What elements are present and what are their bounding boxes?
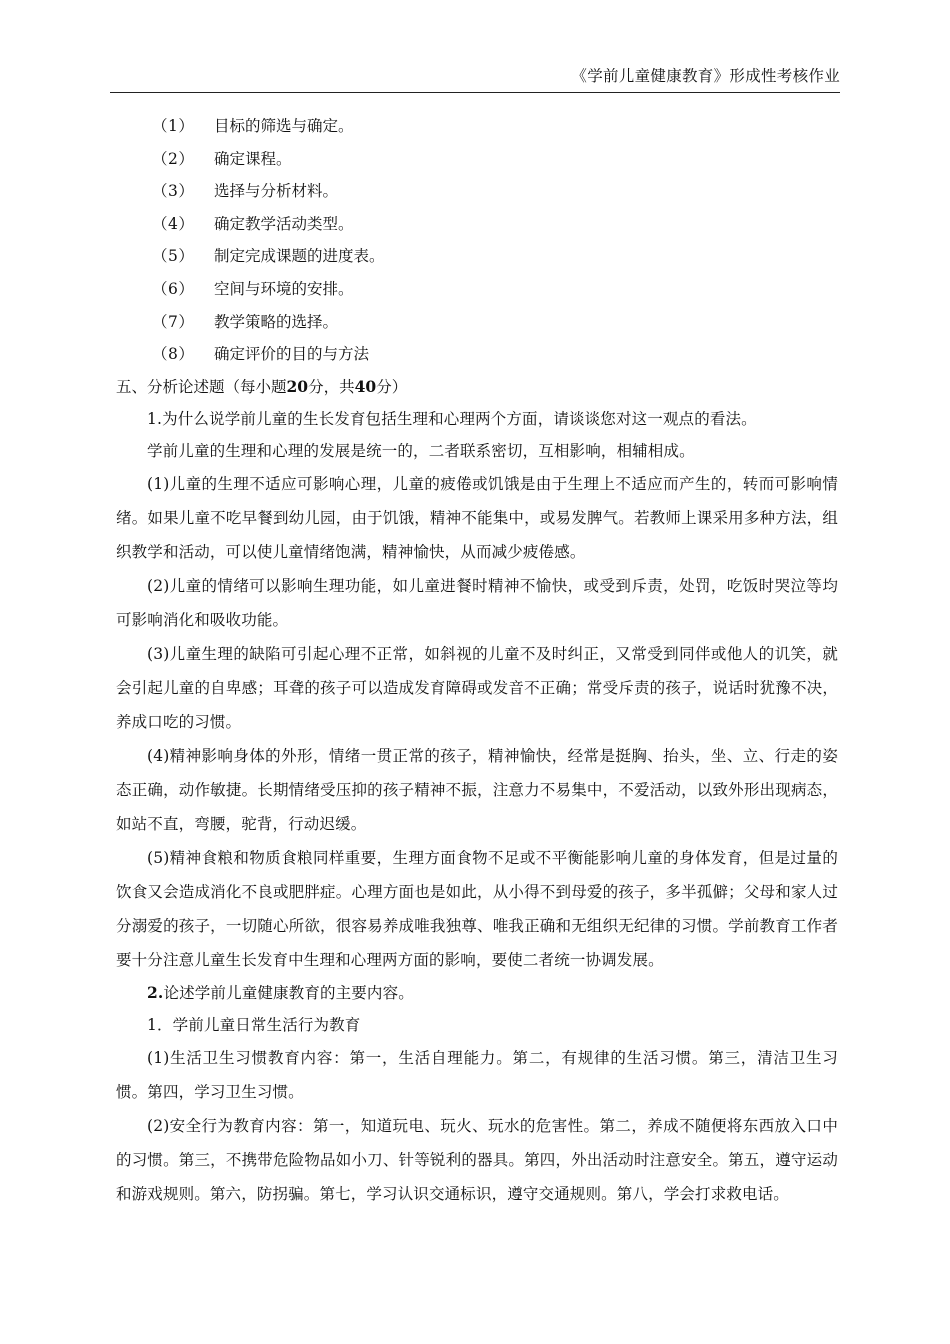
section-title xyxy=(116,371,838,404)
step-number: （5） xyxy=(152,247,195,266)
step-number: （4） xyxy=(152,214,195,233)
document-body xyxy=(116,110,838,1211)
step-text: 确定课程。 xyxy=(214,149,292,168)
step-number: （1） xyxy=(152,117,195,135)
step-number: （8） xyxy=(152,345,195,364)
step-number: （6） xyxy=(152,279,195,298)
list-item xyxy=(116,240,838,273)
list-item xyxy=(116,208,838,241)
step-number: （2） xyxy=(152,149,195,168)
answer-paragraph: (4)精神影响身体的外形，情绪一贯正常的孩子，精神愉快，经常是挺胸、抬头，坐、立、行走的姿态正确，动作敏捷。长期情绪受压抑的孩子精神不振，注意力不易集中，不爱活动，以致外形出现病态，如站不直，弯腰，驼背，行动迟缓。 xyxy=(116,747,838,834)
step-number: （7） xyxy=(152,312,195,331)
answer-paragraph: (1)儿童的生理不适应可影响心理，儿童的疲倦或饥饿是由于生理上不适应而产生的，转而可影响情绪。如果儿童不吃早餐到幼儿园，由于饥饿，精神不能集中，或易发脾气。若教师上课采用多种方法，组织教学和活动，可以使儿童情绪饱满，精神愉快，从而减少疲倦感。 xyxy=(116,475,838,562)
step-text: 制定完成课题的进度表。 xyxy=(214,247,385,266)
answer-intro: 学前儿童的生理和心理的发展是统一的，二者联系密切，互相影响，相辅相成。 xyxy=(147,442,695,461)
answer-paragraph: (2)儿童的情绪可以影响生理功能，如儿童进餐时精神不愉快，或受到斥责，处罚，吃饭时哭泣等均可影响消化和吸收功能。 xyxy=(116,577,838,630)
step-text: 选择与分析材料。 xyxy=(214,182,339,201)
section-title-part: 五、分析论述题（每小题 xyxy=(116,377,287,396)
list-item xyxy=(116,175,838,208)
score-total: 40 xyxy=(354,376,377,396)
list-item xyxy=(116,306,838,339)
header-rule xyxy=(110,92,840,93)
step-list xyxy=(116,110,838,371)
section-title-part: 分，共 xyxy=(308,377,355,396)
sub-heading: 1．学前儿童日常生活行为教育 xyxy=(147,1016,361,1035)
score-each: 20 xyxy=(286,376,309,396)
list-item xyxy=(116,143,838,176)
answer-paragraph: (5)精神食粮和物质食粮同样重要，生理方面食物不足或不平衡能影响儿童的身体发育，但是过量的饮食又会造成消化不良或肥胖症。心理方面也是如此，从小得不到母爱的孩子，多半孤僻；父母和家人过分溺爱的孩子，一切随心所欲，很容易养成唯我独尊、唯我正确和无组织无纪律的习惯。学前教育工作者要十分注意儿童生长发育中生理和心理两方面的影响，要使二者统一协调发展。 xyxy=(116,849,838,970)
list-item xyxy=(116,338,838,371)
question-2 xyxy=(116,977,838,1009)
step-text: 目标的筛选与确定。 xyxy=(214,117,354,135)
answer-paragraph: (2)安全行为教育内容：第一，知道玩电、玩火、玩水的危害性。第二，养成不随便将东西放入口中的习惯。第三，不携带危险物品如小刀、针等锐利的器具。第四，外出活动时注意安全。第五，遵守运动和游戏规则。第六，防拐骗。第七，学习认识交通标识，遵守交通规则。第八，学会打求救电话。 xyxy=(116,1117,838,1204)
section-title-part: 分） xyxy=(376,377,408,396)
question-text: 论述学前儿童健康教育的主要内容。 xyxy=(163,984,414,1003)
question-number: 2. xyxy=(147,983,164,1003)
step-text: 教学策略的选择。 xyxy=(214,312,339,331)
step-text: 空间与环境的安排。 xyxy=(214,279,354,298)
page-header: 《学前儿童健康教育》形成性考核作业 xyxy=(571,67,840,85)
step-number: （3） xyxy=(152,182,195,201)
list-item xyxy=(116,110,838,143)
answer-paragraph: (3)儿童生理的缺陷可引起心理不正常，如斜视的儿童不及时纠正，又常受到同伴或他人的讥笑，就会引起儿童的自卑感；耳聋的孩子可以造成发育障碍或发音不正确；常受斥责的孩子，说话时犹豫不决，养成口吃的习惯。 xyxy=(116,645,838,732)
step-text: 确定评价的目的与方法 xyxy=(214,345,370,364)
question-1: 1.为什么说学前儿童的生长发育包括生理和心理两个方面，请谈谈您对这一观点的看法。 xyxy=(147,410,757,429)
step-text: 确定教学活动类型。 xyxy=(214,214,354,233)
list-item xyxy=(116,273,838,306)
answer-paragraph: (1)生活卫生习惯教育内容：第一，生活自理能力。第二，有规律的生活习惯。第三，清洁卫生习惯。第四，学习卫生习惯。 xyxy=(116,1049,838,1102)
